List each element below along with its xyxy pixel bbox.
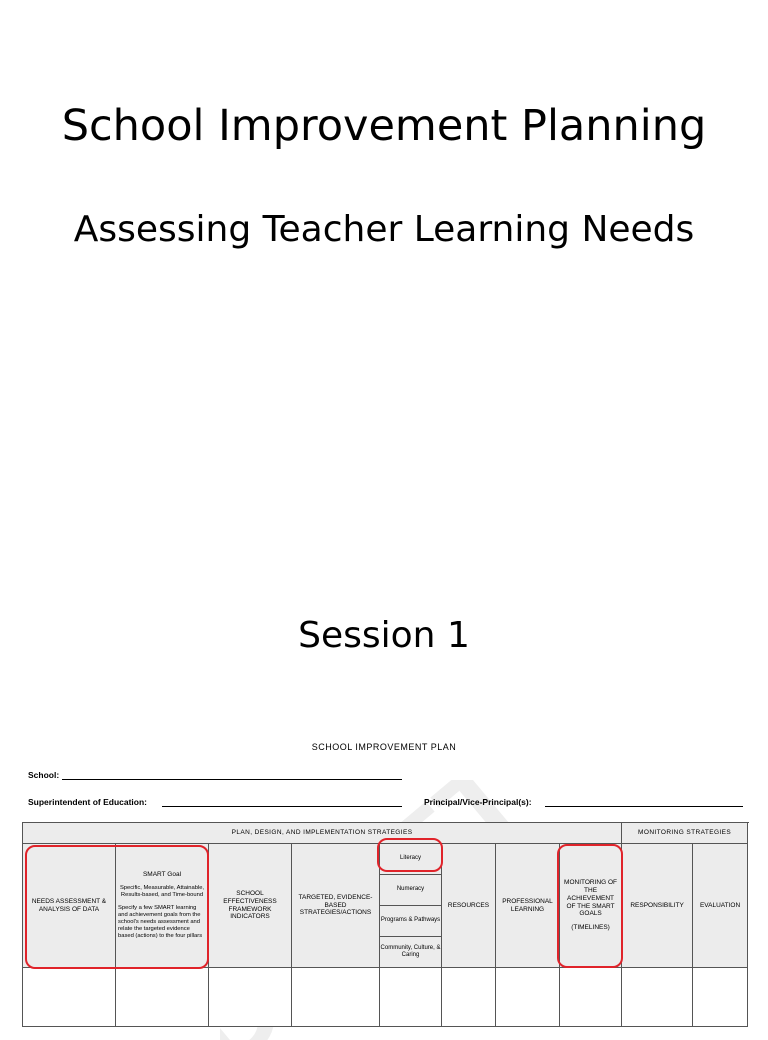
table-cell (496, 968, 560, 1027)
responsibility-header: RESPONSIBILITY (622, 844, 693, 968)
school-effectiveness-header: SCHOOL EFFECTIVENESS FRAMEWORK INDICATORS (209, 844, 292, 968)
principal-label: Principal/Vice-Principal(s): (424, 797, 532, 807)
table-row (23, 968, 748, 1027)
monitoring-label: MONITORING OF THE ACHIEVEMENT OF THE SMART GOALS (564, 879, 618, 918)
slide-subtitle: Assessing Teacher Learning Needs (73, 209, 695, 250)
table-cell (209, 968, 292, 1027)
table-cell (23, 968, 116, 1027)
school-label: School: (28, 770, 60, 780)
smart-goal-title: SMART Goal (142, 871, 182, 879)
table-cell (380, 968, 442, 1027)
pillars-cell (380, 844, 442, 968)
pillar-community-culture-caring: Community, Culture, & Caring (380, 944, 441, 958)
resources-header: RESOURCES (442, 844, 496, 968)
smart-goal-header (116, 844, 209, 968)
table-cell (693, 968, 748, 1027)
pillar-programs-pathways: Programs & Pathways (380, 906, 441, 937)
needs-assessment-header: NEEDS ASSESSMENT & ANALYSIS OF DATA (23, 844, 116, 968)
slide-title: School Improvement Planning (61, 101, 707, 151)
table-cell (292, 968, 380, 1027)
document-title: SCHOOL IMPROVEMENT PLAN (311, 742, 457, 752)
table-cell (116, 968, 209, 1027)
smart-goal-definition: Specific, Measurable, Attainable, Results-based, and Time-bound (119, 885, 205, 899)
school-line (62, 779, 402, 780)
pillar-literacy: Literacy (380, 844, 441, 875)
table-cell (560, 968, 622, 1027)
plan-strategies-header: PLAN, DESIGN, AND IMPLEMENTATION STRATEGIES (23, 823, 622, 844)
smart-goal-description: Specify a few SMART learning and achievement goals from the school's needs assessment and relate the targeted evidence based (actions) to the four pillars (118, 904, 203, 939)
monitoring-strategies-header: MONITORING STRATEGIES (622, 823, 748, 844)
monitoring-header (560, 844, 622, 968)
table-cell (442, 968, 496, 1027)
plan-document (0, 730, 768, 1024)
principal-line (545, 806, 743, 807)
superintendent-line (162, 806, 402, 807)
superintendent-label: Superintendent of Education: (28, 797, 147, 807)
session-label: Session 1 (298, 615, 470, 656)
pillar-numeracy: Numeracy (380, 875, 441, 906)
plan-table (22, 822, 748, 1027)
targeted-strategies-header: TARGETED, EVIDENCE- BASED STRATEGIES/ACTIONS (292, 844, 380, 968)
table-cell (622, 968, 693, 1027)
timelines-label: (TIMELINES) (571, 924, 610, 932)
evaluation-header: EVALUATION (693, 844, 748, 968)
professional-learning-header: PROFESSIONAL LEARNING (496, 844, 560, 968)
